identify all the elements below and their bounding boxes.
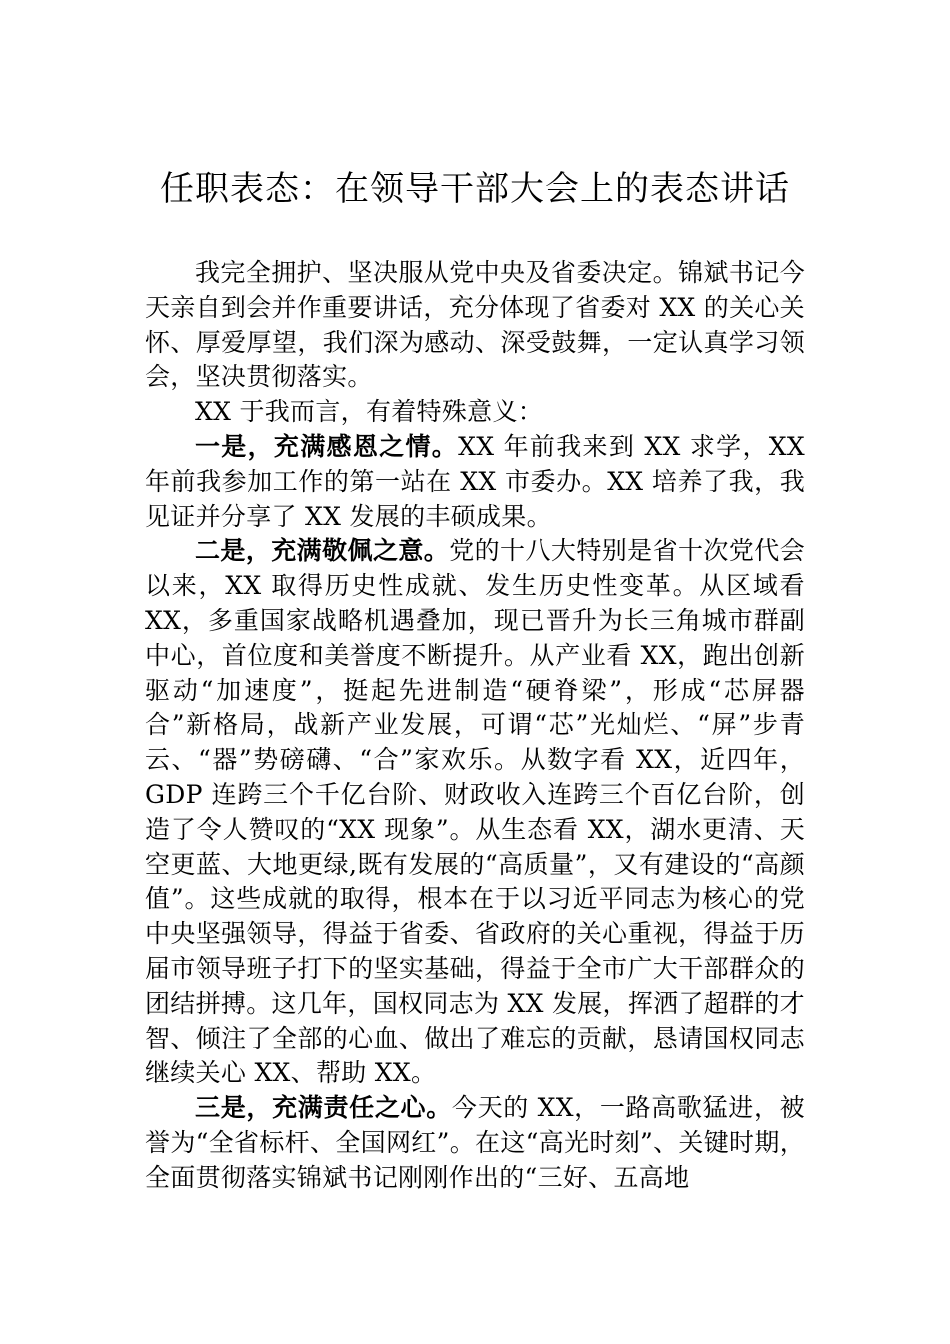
paragraph-special-meaning xyxy=(145,395,805,430)
paragraph-text: XX 年前我来到 XX 求学，XX 年前我参加工作的第一站在 XX 市委办。XX 培养了我，我见证并分享了 XX 发展的丰硕成果。 xyxy=(145,431,805,531)
paragraph-text: 今天的 XX，一路高歌猛进，被誉为“全省标杆、全国网红”。在这“高光时刻”、关键时期，全面贯彻落实锦斌书记刚刚作出的“三好、五高地 xyxy=(145,1093,805,1192)
document-title: 任职表态：在领导干部大会上的表态讲话 xyxy=(160,169,790,209)
paragraph-support-decision xyxy=(145,256,805,395)
paragraph-admiration xyxy=(145,534,805,1091)
paragraph-lead: 二是，充满敬佩之意。 xyxy=(195,536,450,566)
paragraph-text: XX 于我而言，有着特殊意义： xyxy=(195,397,544,427)
paragraph-text: 我完全拥护、坚决服从党中央及省委决定。锦斌书记今天亲自到会并作重要讲话，充分体现了省委对 XX 的关心关怀、厚爱厚望，我们深为感动、深受鼓舞，一定认真学习领会，坚决贯彻落实。 xyxy=(145,258,805,392)
paragraph-responsibility xyxy=(145,1091,805,1195)
paragraph-gratitude xyxy=(145,430,805,534)
paragraph-lead: 三是，充满责任之心。 xyxy=(195,1093,452,1123)
paragraph-text: 党的十八大特别是省十次党代会以来，XX 取得历史性成就、发生历史性变革。从区域看 XX，多重国家战略机遇叠加，现已晋升为长三角城市群副中心，首位度和美誉度不断提升。从产业看 XX，跑出创新驱动“加速度”，挺起先进制造“硬脊梁”，形成“芯屏器合”新格局，战新产业发展，可谓“芯”光灿烂、“屏”步青云、“器”势磅礴、“合”家欢乐。从数字看 XX，近四年，GDP 连跨三个千亿台阶、财政收入连跨三个百亿台阶，创造了令人赞叹的“XX 现象”。从生态看 XX，湖水更清、天空更蓝、大地更绿,既有发展的“高质量”，又有建设的“高颜值”。这些成就的取得，根本在于以习近平同志为核心的党中央坚强领导，得益于省委、省政府的关心重视，得益于历届市领导班子打下的坚实基础，得益于全市广大干部群众的团结拼搏。这几年，国权同志为 XX 发展，挥洒了超群的才智、倾注了全部的心血、做出了难忘的贡献，恳请国权同志继续关心 XX、帮助 XX。 xyxy=(145,536,805,1088)
document-body xyxy=(145,256,805,1196)
paragraph-lead: 一是，充满感恩之情。 xyxy=(195,431,459,461)
